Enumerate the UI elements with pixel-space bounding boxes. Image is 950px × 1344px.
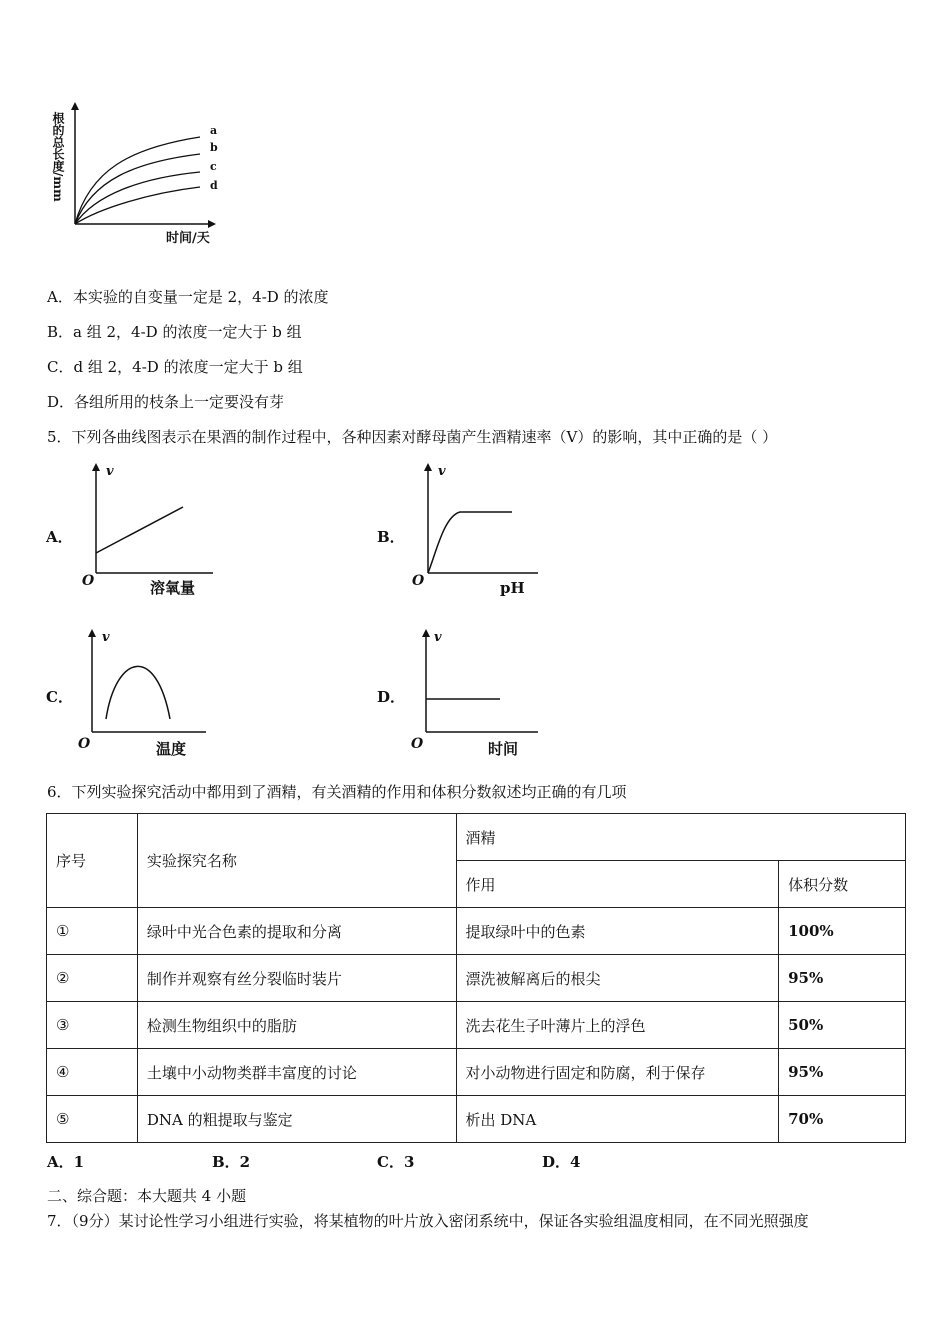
q5a-x: 溶氧量 — [150, 579, 196, 597]
cell-no: ⑤ — [47, 1096, 138, 1143]
curve-label-d: d — [210, 179, 218, 192]
cell-name: 绿叶中光合色素的提取和分离 — [137, 908, 456, 955]
q5b-y: v — [438, 464, 446, 479]
q5b-x: pH — [500, 579, 525, 597]
q5d-origin: O — [411, 736, 424, 752]
q5-graph-b — [408, 458, 558, 603]
y-axis-label: 根的总长度/mm — [51, 112, 65, 202]
table-row — [47, 955, 906, 1002]
q5a-y: v — [106, 464, 114, 479]
cell-no: ④ — [47, 1049, 138, 1096]
q7-stem: 7．（9分）某讨论性学习小组进行实验，将某植物的叶片放入密闭系统中，保证各实验组温度相同，在不同光照强度 — [47, 1212, 809, 1230]
cell-fraction: 70% — [779, 1096, 906, 1143]
header-no: 序号 — [47, 814, 138, 908]
q5d-x: 时间 — [488, 740, 519, 758]
q6-choice-a: A．1 — [47, 1153, 85, 1171]
cell-name: 土壤中小动物类群丰富度的讨论 — [137, 1049, 456, 1096]
q5-stem: 5．下列各曲线图表示在果酒的制作过程中，各种因素对酵母菌产生酒精速率（V）的影响，其中正确的是（ ） — [47, 428, 778, 446]
q4-option-c: C．d 组 2，4-D 的浓度一定大于 b 组 — [47, 358, 303, 376]
q6-table — [46, 813, 906, 1143]
q6-choice-c: C．3 — [377, 1153, 415, 1171]
q6-choice-b: B．2 — [212, 1153, 251, 1171]
q5a-origin: O — [82, 573, 95, 589]
table-row — [47, 1002, 906, 1049]
table-row — [47, 1049, 906, 1096]
cell-fraction: 100% — [779, 908, 906, 955]
q6-choice-d: D．4 — [542, 1153, 581, 1171]
q5-graph-d — [408, 624, 558, 764]
cell-role: 对小动物进行固定和防腐，利于保存 — [456, 1049, 779, 1096]
header-role: 作用 — [456, 861, 779, 908]
q5c-x: 温度 — [156, 740, 187, 758]
header-name: 实验探究名称 — [137, 814, 456, 908]
q6-stem: 6．下列实验探究活动中都用到了酒精，有关酒精的作用和体积分数叙述均正确的有几项 — [47, 783, 627, 801]
q4-option-b: B．a 组 2，4-D 的浓度一定大于 b 组 — [47, 323, 302, 341]
cell-no: ① — [47, 908, 138, 955]
q5c-y: v — [102, 630, 110, 645]
q5b-origin: O — [412, 573, 425, 589]
x-axis-label: 时间/天 — [166, 231, 210, 246]
q5-graph-c — [76, 624, 226, 764]
section-2-heading: 二、综合题：本大题共 4 小题 — [47, 1187, 247, 1205]
cell-name: 检测生物组织中的脂肪 — [137, 1002, 456, 1049]
table-row — [47, 1096, 906, 1143]
q4-option-d: D．各组所用的枝条上一定要没有芽 — [47, 393, 285, 411]
header-alcohol: 酒精 — [456, 814, 906, 861]
cell-no: ③ — [47, 1002, 138, 1049]
q5-label-c: C． — [46, 688, 73, 706]
table-row — [47, 908, 906, 955]
curve-label-b: b — [210, 141, 218, 154]
curve-label-c: c — [210, 160, 217, 173]
cell-fraction: 95% — [779, 1049, 906, 1096]
cell-role: 洗去花生子叶薄片上的浮色 — [456, 1002, 779, 1049]
q5-label-a: A． — [46, 528, 73, 546]
cell-role: 提取绿叶中的色素 — [456, 908, 779, 955]
q5d-y: v — [434, 630, 442, 645]
header-fraction: 体积分数 — [779, 861, 906, 908]
cell-role: 析出 DNA — [456, 1096, 779, 1143]
cell-fraction: 95% — [779, 955, 906, 1002]
cell-role: 漂洗被解离后的根尖 — [456, 955, 779, 1002]
q5-label-b: B． — [377, 528, 405, 546]
q5c-origin: O — [78, 736, 91, 752]
cell-name: 制作并观察有丝分裂临时装片 — [137, 955, 456, 1002]
root-length-graph — [50, 100, 230, 250]
q5-label-d: D． — [377, 688, 406, 706]
q5-graph-a — [78, 458, 228, 603]
q4-option-a: A．本实验的自变量一定是 2，4-D 的浓度 — [47, 288, 329, 306]
cell-fraction: 50% — [779, 1002, 906, 1049]
cell-no: ② — [47, 955, 138, 1002]
curve-label-a: a — [210, 124, 218, 137]
cell-name: DNA 的粗提取与鉴定 — [137, 1096, 456, 1143]
